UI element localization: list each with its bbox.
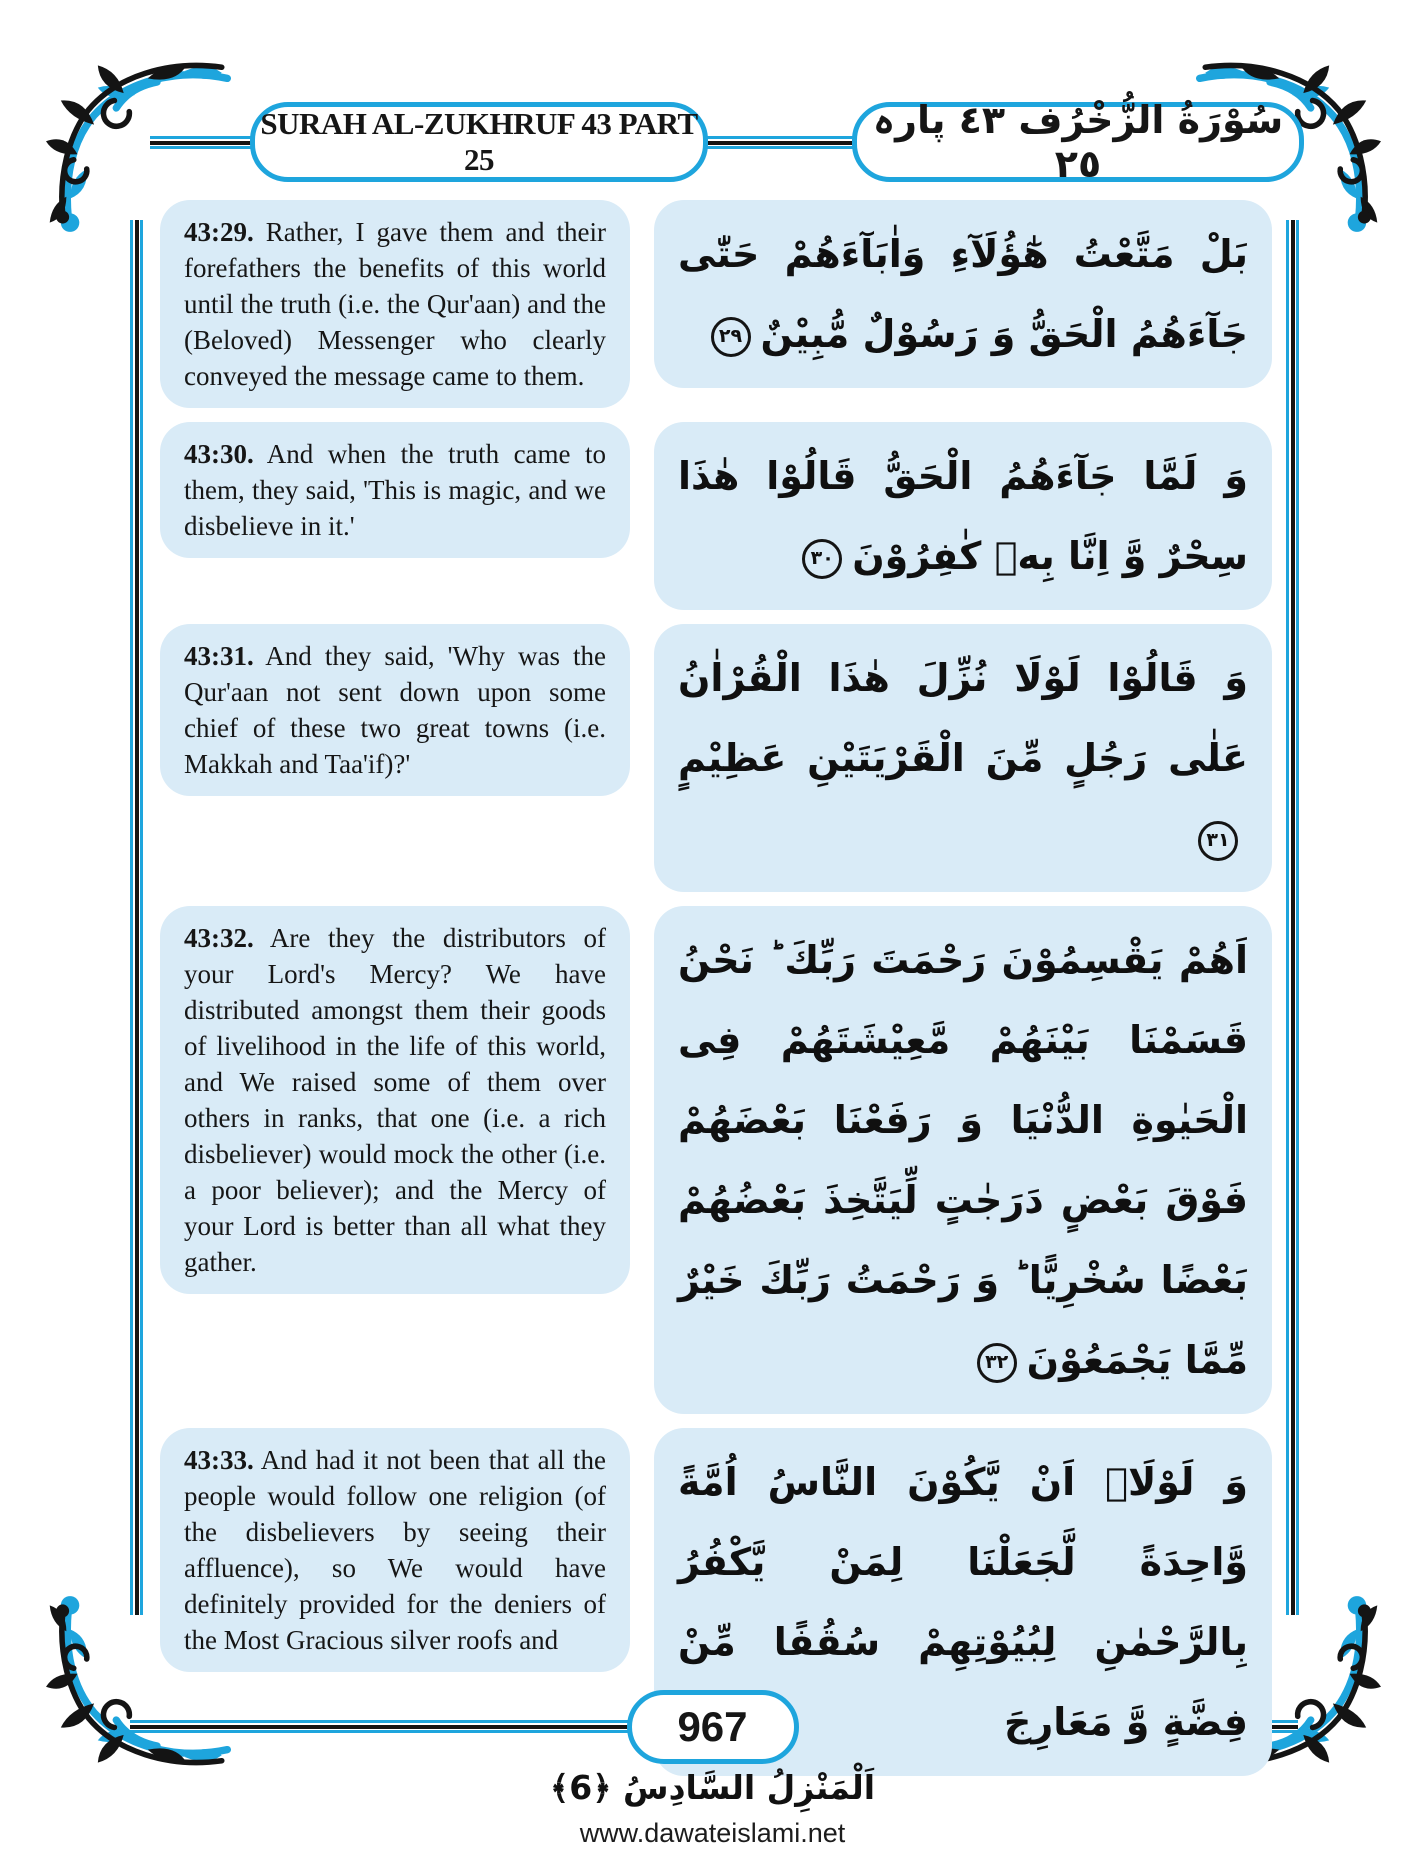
verse-arabic-text: بَلْ مَتَّعْتُ هٰٓؤُلَآءِ وَاٰبَآءَهُمْ حَتّٰى جَآءَهُمُ الْحَقُّ وَ رَسُوْلٌ مُّبِيْنٌ xyxy=(678,232,1248,356)
verse-translation-text: And they said, 'Why was the Qur'aan not sent down upon some chief of these two great towns (i.e. Makkah and Taa'if)?' xyxy=(184,641,606,779)
ayah-number: ٣٢ xyxy=(985,1351,1009,1373)
verse-translation-text: Are they the distributors of your Lord's Mercy? We have distributed amongst them their goods of livelihood in the life of this world, and We raised some of them over others in ranks, that one (i.e. a rich disbeliever) would mock the other (i.e. a poor believer); and the Mercy of your Lord is better than all what they gather. xyxy=(184,923,606,1277)
verse-translation xyxy=(160,1428,630,1672)
verse-arabic-text: وَ لَمَّا جَآءَهُمُ الْحَقُّ قَالُوْا هٰذَا سِحْرٌ وَّ اِنَّا بِهٖ كٰفِرُوْنَ xyxy=(678,454,1248,578)
ayah-end-marker xyxy=(977,1343,1017,1383)
surah-title-arabic-badge xyxy=(852,98,1304,186)
ayah-number: ٣٠ xyxy=(810,547,834,569)
surah-title-english-badge xyxy=(250,102,708,182)
verse-list xyxy=(160,200,1272,1790)
verse-row xyxy=(160,200,1272,408)
verse-reference: 43:33. xyxy=(184,1445,254,1475)
verse-arabic-text: وَ قَالُوْا لَوْلَا نُزِّلَ هٰذَا الْقُرْاٰنُ عَلٰى رَجُلٍ مِّنَ الْقَرْيَتَيْنِ عَظِيْمٍ xyxy=(678,656,1248,780)
ayah-number: ٢٩ xyxy=(718,325,743,347)
verse-row xyxy=(160,422,1272,610)
manzil-title: اَلْمَنْزِلُ السَّادِسُ xyxy=(623,1768,876,1807)
verse-arabic-text: وَ لَوْلَاۤ اَنْ يَّكُوْنَ النَّاسُ اُمَّةً وَّاحِدَةً لَّجَعَلْنَا لِمَنْ يَّكْفُرُ بِالرَّحْمٰنِ لِبُيُوْتِهِمْ سُقُفًا مِّنْ فِضَّةٍ وَّ مَعَارِجَ xyxy=(678,1460,1248,1744)
right-border-rule xyxy=(1286,220,1299,1615)
surah-title-arabic: سُوْرَةُ الزُّخْرُف ٤٣ پارہ ٢٥ xyxy=(872,98,1284,186)
ayah-number: ٣١ xyxy=(1206,829,1230,851)
ayah-end-marker xyxy=(1198,821,1238,861)
verse-reference: 43:31. xyxy=(184,641,254,671)
verse-translation xyxy=(160,200,630,408)
verse-translation-text: And had it not been that all the people would follow one religion (of the disbelievers by seeing their affluence), so We would have definitely provided for the deniers of the Most Gracious silver roofs and xyxy=(184,1445,606,1655)
verse-arabic xyxy=(654,624,1272,892)
ayah-end-marker xyxy=(802,539,842,579)
verse-row xyxy=(160,624,1272,892)
verse-translation-text: Rather, I gave them and their forefathers the benefits of this world until the truth (i.e. the Qur'aan) and the (Beloved) Messenger who clearly conveyed the message came to them. xyxy=(184,217,607,391)
website-link[interactable]: www.dawateislami.net xyxy=(579,1818,846,1848)
page-number: 967 xyxy=(677,1703,748,1750)
verse-translation xyxy=(160,906,630,1294)
verse-reference: 43:29. xyxy=(184,217,254,247)
ayah-end-marker xyxy=(711,317,751,357)
page-number-badge xyxy=(627,1690,799,1764)
manzil-line xyxy=(0,1768,1425,1807)
verse-arabic xyxy=(654,422,1272,610)
verse-translation xyxy=(160,422,630,558)
verse-arabic xyxy=(654,906,1272,1414)
verse-arabic xyxy=(654,200,1272,388)
manzil-number-marker: ﴿6﴾ xyxy=(549,1768,612,1807)
verse-translation xyxy=(160,624,630,796)
verse-reference: 43:32. xyxy=(184,923,254,953)
verse-reference: 43:30. xyxy=(184,439,254,469)
verse-arabic-text: اَهُمْ يَقْسِمُوْنَ رَحْمَتَ رَبِّكَ ؕ نَحْنُ قَسَمْنَا بَيْنَهُمْ مَّعِيْشَتَهُمْ فِى الْحَيٰوةِ الدُّنْيَا وَ رَفَعْنَا بَعْضَهُمْ فَوْقَ بَعْضٍ دَرَجٰتٍ لِّيَتَّخِذَ بَعْضُهُمْ بَعْضًا سُخْرِيًّا ؕ وَ رَحْمَتُ رَبِّكَ خَيْرٌ مِّمَّا يَجْمَعُوْنَ xyxy=(678,938,1248,1382)
verse-translation-text: And when the truth came to them, they said, 'This is magic, and we disbelieve in it.' xyxy=(184,439,606,541)
surah-title-english: SURAH AL-ZUKHRUF 43 PART 25 xyxy=(260,106,698,177)
verse-row xyxy=(160,906,1272,1414)
left-border-rule xyxy=(130,220,143,1615)
